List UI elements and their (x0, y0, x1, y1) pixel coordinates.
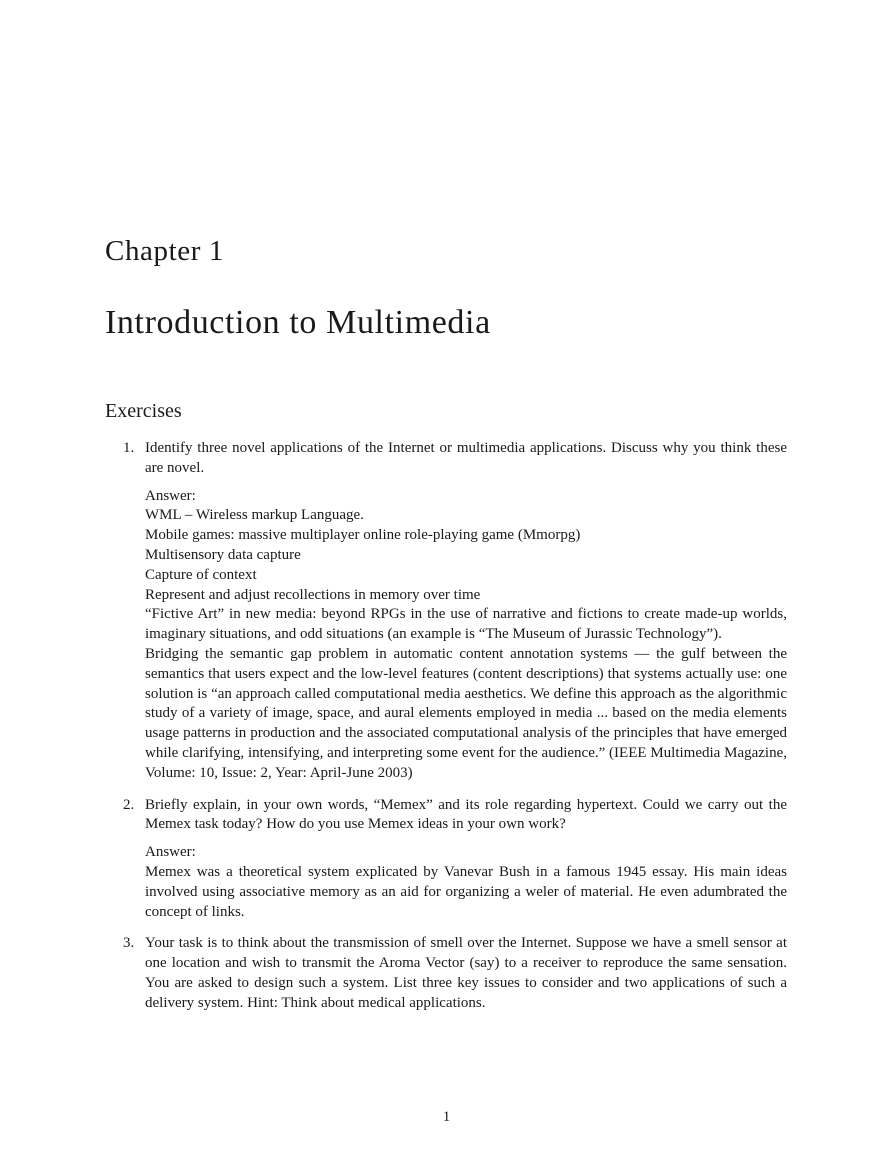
exercise-question: Briefly explain, in your own words, “Memex” and its role regarding hypertext. Could we carry out the Memex task today? How do you use Memex ideas in your own work? (145, 796, 787, 833)
answer-paragraph: Memex was a theoretical system explicated by Vanevar Bush in a famous 1945 essay. His main ideas involved using associative memory as an aid for organizing a weler of material. He even adumbrated the concept of links. (145, 863, 787, 920)
exercise-number: 3. (123, 935, 135, 952)
answer-line: Mobile games: massive multiplayer online role-playing game (Mmorpg) (145, 527, 581, 544)
answer-line: Represent and adjust recollections in memory over time (145, 586, 481, 603)
exercise-answer (145, 487, 787, 784)
page-number: 1 (442, 1109, 451, 1125)
answer-line: WML – Wireless markup Language. (145, 507, 364, 524)
answer-paragraph: Bridging the semantic gap problem in automatic content annotation systems — the gulf between the semantics that users expect and the low-level features (content descriptions) that systems actually use: one solution is “an approach called computational media aesthetics. We define this approach as the algorithmic study of a variety of image, space, and aural elements employed in media ... based on the media elements usage patterns in production and the associated computational analysis of the principles that have emerged while clarifying, intensifying, and interpreting some event for the audience.” (IEEE Multimedia Magazine, Volume: 10, Issue: 2, Year: April-June 2003) (145, 645, 787, 781)
answer-paragraph: “Fictive Art” in new media: beyond RPGs in the use of narrative and fictions to create made-up worlds, imaginary situations, and odd situations (an example is “The Museum of Jurassic Technology”). (145, 606, 787, 643)
chapter-label: Chapter 1 (105, 235, 224, 267)
answer-line: Capture of context (145, 566, 257, 583)
answer-label: Answer: (145, 844, 196, 861)
answer-label: Answer: (145, 487, 196, 504)
section-heading: Exercises (105, 400, 182, 422)
exercise-item (105, 796, 787, 923)
exercise-question: Identify three novel applications of the Internet or multimedia applications. Discuss why you think these are novel. (145, 440, 787, 476)
exercise-list (105, 439, 787, 1014)
answer-line: Multisensory data capture (145, 546, 301, 563)
chapter-title: Introduction to Multimedia (105, 304, 491, 341)
exercise-item (105, 934, 787, 1013)
exercise-number: 1. (123, 440, 135, 456)
exercise-item (105, 439, 787, 784)
exercise-number: 2. (123, 796, 135, 813)
exercise-answer (145, 843, 787, 922)
exercise-question: Your task is to think about the transmission of smell over the Internet. Suppose we have a smell sensor at one location and wish to transmit the Aroma Vector (say) to a receiver to reproduce the same sensation. You are asked to design such a system. List three key issues to consider and two applications of such a delivery system. Hint: Think about medical applications. (145, 935, 787, 1011)
